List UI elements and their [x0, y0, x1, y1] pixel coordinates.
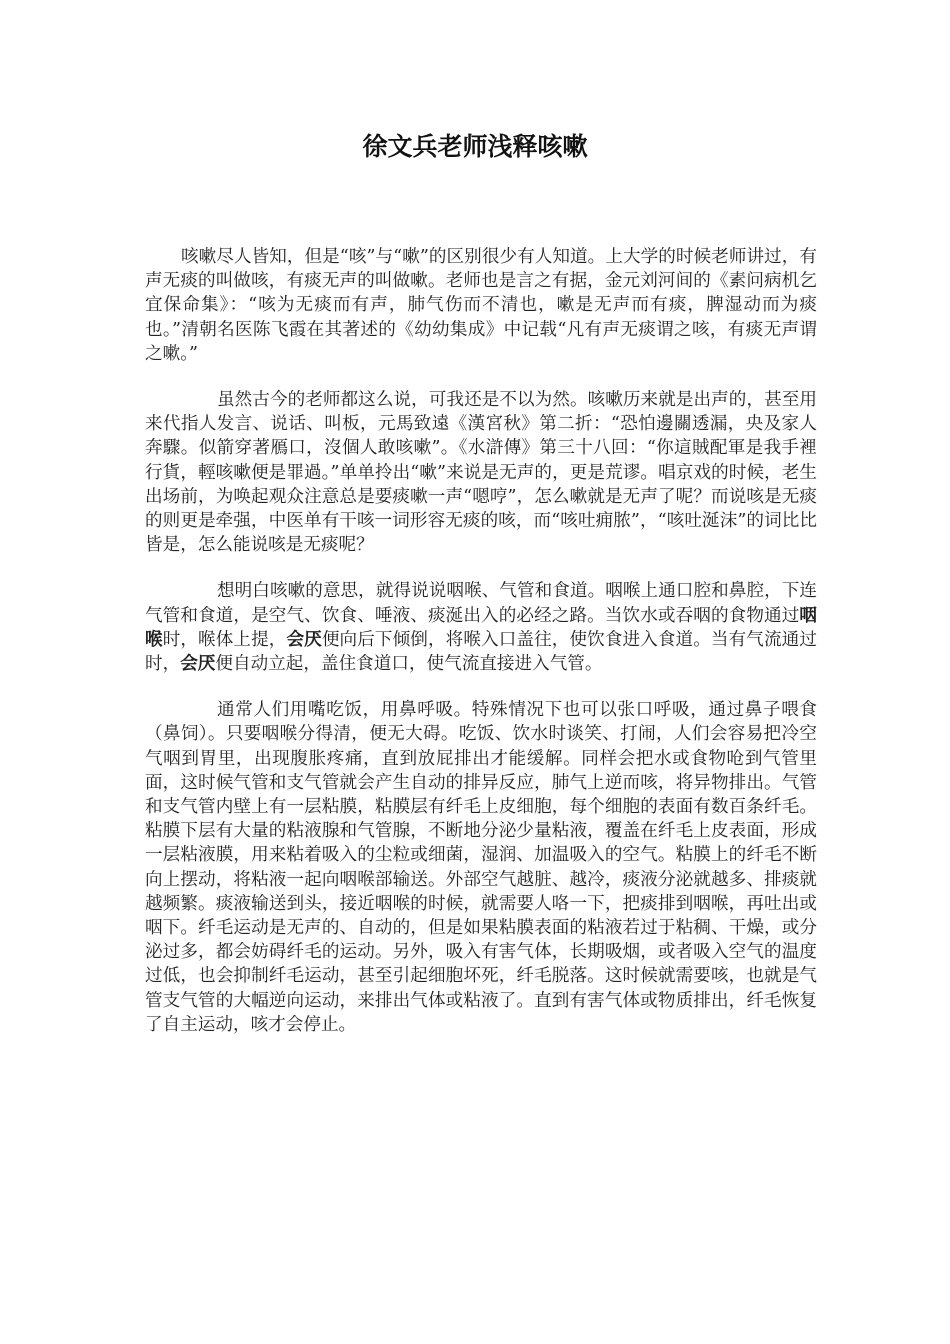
term-epiglottis: 会厌: [180, 654, 216, 675]
document-title: 徐文兵老师浅释咳嗽: [362, 132, 588, 161]
paragraph-3: [145, 579, 817, 676]
document-body: [145, 245, 817, 1037]
paragraph-3-text: 想明白咳嗽的意思，就得说说咽喉、气管和食道。咽喉上通口腔和鼻腔，下连气管和食道，是空气、饮食、唾液、痰涎出入的必经之路。当饮水或吞咽的食物通过: [145, 581, 817, 626]
paragraph-3-text: 时，喉体上提，: [162, 629, 287, 650]
term-epiglottis: 会厌: [286, 629, 322, 650]
paragraph-3-text: 便自动立起，盖住食道口，使气流直接进入气管。: [215, 654, 603, 675]
paragraph-1: 咳嗽尽人皆知，但是“咳”与“嗽”的区别很少有人知道。上大学的时候老师讲过，有声无痰的叫做咳，有痰无声的叫做嗽。老师也是言之有据，金元刘河间的《素问病机乞宜保命集》：“咳为无痰而有声，肺气伤而不清也，嗽是无声而有痰，脾湿动而为痰也。”清朝名医陈飞霞在其著述的《幼幼集成》中记载“凡有声无痰谓之咳，有痰无声谓之嗽。”: [145, 247, 817, 364]
paragraph-2: 虽然古今的老师都这么说，可我还是不以为然。咳嗽历来就是出声的，甚至用来代指人发言、说话、叫板，元馬致遠《漢宮秋》第二折：“恐怕邊關透漏，央及家人奔驟。似箭穿著鴈口，沒個人敢咳嗽”。《水滸傳》第三十八回：“你這賊配軍是我手裡行貨，輕咳嗽便是罪過。”单单拎出“嗽”来说是无声的，更是荒谬。唱京戏的时候，老生出场前，为唤起观众注意总是要痰嗽一声“嗯哼”，怎么嗽就是无声了呢？而说咳是无痰的则更是牵强，中医单有干咳一词形容无痰的咳，而“咳吐痈脓”，“咳吐涎沫”的词比比皆是，怎么能说咳是无痰呢？: [145, 390, 817, 556]
term-throat: 咽喉: [145, 605, 817, 650]
paragraph-3-text: 便向后下倾倒，将喉入口盖往，使饮食进入食道。当有气流通过时，: [145, 629, 817, 675]
paragraph-4: 通常人们用嘴吃饭，用鼻呼吸。特殊情况下也可以张口呼吸，通过鼻子喂食（鼻饲）。只要咽喉分得清，便无大碍。吃饭、饮水时谈笑、打闹，人们会容易把冷空气咽到胃里，出现腹胀疼痛，直到放屁排出才能缓解。同样会把水或食物呛到气管里面，这时候气管和支气管就会产生自动的排异反应，肺气上逆而咳，将异物排出。气管和支气管内壁上有一层粘膜，粘膜层有纤毛上皮细胞，每个细胞的表面有数百条纤毛。粘膜下层有大量的粘液腺和气管腺，不断地分泌少量粘液，覆盖在纤毛上皮表面，形成一层粘液膜，用来粘着吸入的尘粒或细菌，湿润、加温吸入的空气。粘膜上的纤毛不断向上摆动，将粘液一起向咽喉部输送。外部空气越脏、越冷，痰液分泌就越多、排痰就越频繁。痰液输送到头，接近咽喉的时候，就需要人咯一下，把痰排到咽喉，再吐出或咽下。纤毛运动是无声的、自动的，但是如果粘膜表面的粘液若过于粘稠、干燥，或分泌过多，都会妨碍纤毛的运动。另外，吸入有害气体，长期吸烟，或者吸入空气的温度过低，也会抑制纤毛运动，甚至引起细胞坏死，纤毛脱落。这时候就需要咳，也就是气管支气管的大幅逆向运动，来排出气体或粘液了。直到有害气体或物质排出，纤毛恢复了自主运动，咳才会停止。: [145, 700, 817, 1035]
